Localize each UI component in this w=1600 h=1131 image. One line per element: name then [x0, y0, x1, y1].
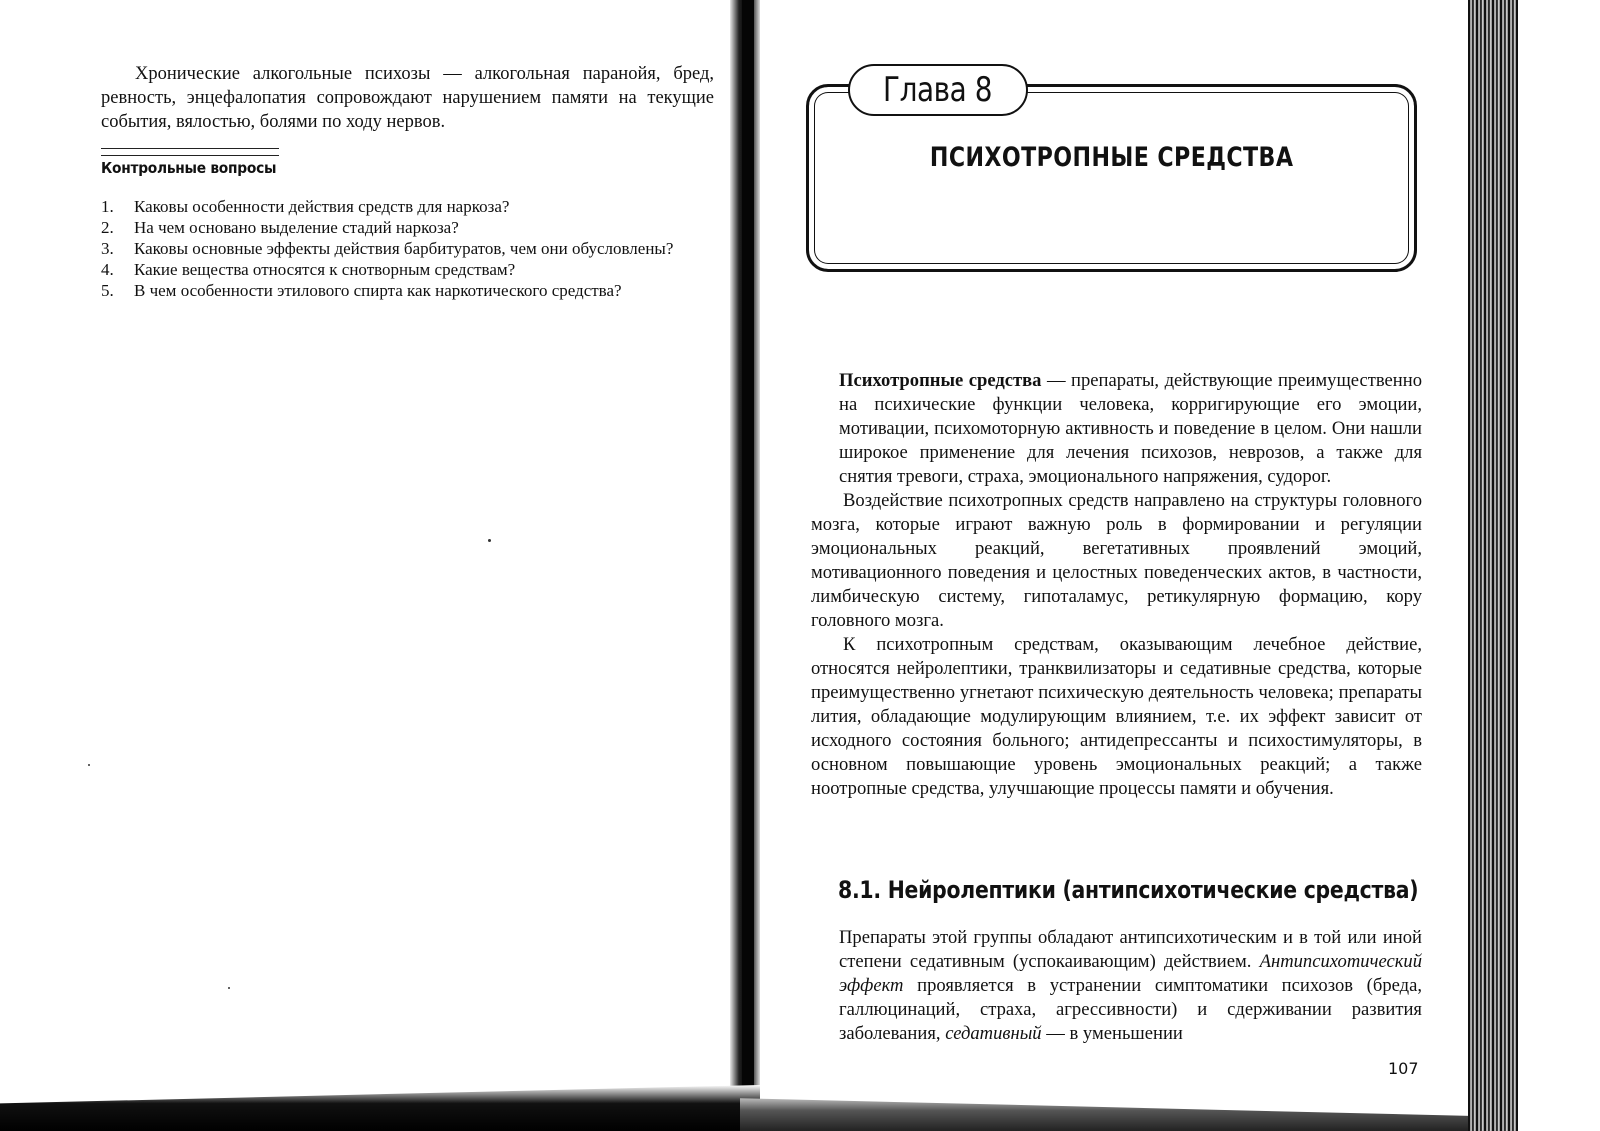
- question-number: 1.: [101, 197, 114, 216]
- chapter-title-text: ПСИХОТРОПНЫЕ СРЕДСТВА: [929, 142, 1294, 173]
- paragraph: [839, 369, 1422, 489]
- page-bottom-edge: [740, 1090, 1500, 1131]
- term-bold: Психотропные средства: [839, 370, 1042, 391]
- scan-speck: [228, 987, 230, 989]
- list-item: [101, 196, 714, 217]
- page-number: 107: [1388, 1059, 1419, 1078]
- chapter-title: [806, 142, 1417, 173]
- paragraph-text: — в уменьшении: [1041, 1023, 1183, 1044]
- question-text: Какие вещества относятся к снотворным средствам?: [134, 260, 516, 279]
- list-item: [101, 217, 714, 238]
- chapter-body-text: [811, 369, 1422, 801]
- paragraph-text: — препараты, действующие преимущественно на психические функции человека, корригирующие его эмоции, мотивации, психомоторную активность и поведение в целом. Они нашли широкое применение для лечения психозов, неврозов, а также для снятия тревоги, страха, эмоционального напряжения, судорог.: [839, 370, 1422, 487]
- question-text: На чем основано выделение стадий наркоза?: [134, 218, 459, 237]
- question-number: 3.: [101, 239, 114, 258]
- page-stack-edge: [1468, 0, 1518, 1131]
- paragraph-text: проявляется в устранении симптоматики психозов (бреда, галлюцинаций, страха, агрессивности) и сдерживании развития заболевания,: [839, 975, 1422, 1044]
- section-body-text: [839, 926, 1422, 1046]
- paragraph: К психотропным средствам, оказывающим лечебное действие, относятся нейролептики, транквилизаторы и седативные средства, которые преимущественно угнетают психическую деятельность человека; препараты лития, обладающие модулирующим влиянием, т.е. их эффект зависит от исходного состояния больного; антидепрессанты и психостимуляторы, в основном повышающие уровень эмоциональных реакций; а также ноотропные средства, улучшающие процессы памяти и обучения.: [811, 634, 1422, 799]
- list-item: [101, 259, 714, 280]
- list-item: [101, 238, 714, 259]
- list-item: [101, 280, 714, 301]
- term-italic: Антипсихотический эффект: [839, 951, 1422, 996]
- chapter-label: Глава 8: [883, 70, 993, 110]
- binding-gutter: [742, 0, 754, 1131]
- chapter-label-tab: [848, 64, 1028, 116]
- question-text: Каковы особенности действия средств для наркоза?: [134, 197, 510, 216]
- paragraph: [839, 926, 1422, 1046]
- questions-heading: Контрольные вопросы: [101, 159, 277, 177]
- paragraph-text: Препараты этой группы обладают антипсихотическим и в той или иной степени седативным (успокаивающим) действием.: [839, 927, 1422, 972]
- question-text: В чем особенности этилового спирта как наркотического средства?: [134, 281, 622, 300]
- scan-speck: [88, 764, 90, 766]
- scan-margin: [1518, 0, 1600, 1131]
- question-number: 4.: [101, 260, 114, 279]
- double-rule-divider: [101, 148, 279, 156]
- question-number: 2.: [101, 218, 114, 237]
- scan-speck: [488, 539, 491, 542]
- section-heading: 8.1. Нейролептики (антипсихотические средства): [838, 876, 1419, 904]
- left-page: [0, 0, 740, 1131]
- question-number: 5.: [101, 281, 114, 300]
- question-text: Каковы основные эффекты действия барбитуратов, чем они обусловлены?: [134, 239, 674, 258]
- paragraph: Воздействие психотропных средств направлено на структуры головного мозга, которые играют важную роль в формировании и регуляции эмоциональных реакций, вегетативных проявлений эмоций, мотивационного поведения и целостных поведенческих актов, в частности, лимбическую систему, гипоталамус, ретикулярную формацию, кору головного мозга.: [811, 490, 1422, 631]
- questions-list: [101, 196, 714, 301]
- term-italic: седативный: [945, 1023, 1042, 1044]
- left-intro-text: [101, 62, 714, 134]
- intro-paragraph: Хронические алкогольные психозы — алкогольная паранойя, бред, ревность, энцефалопатия сопровождают нарушением памяти на текущие события, вялостью, болями по ходу нервов.: [101, 64, 714, 132]
